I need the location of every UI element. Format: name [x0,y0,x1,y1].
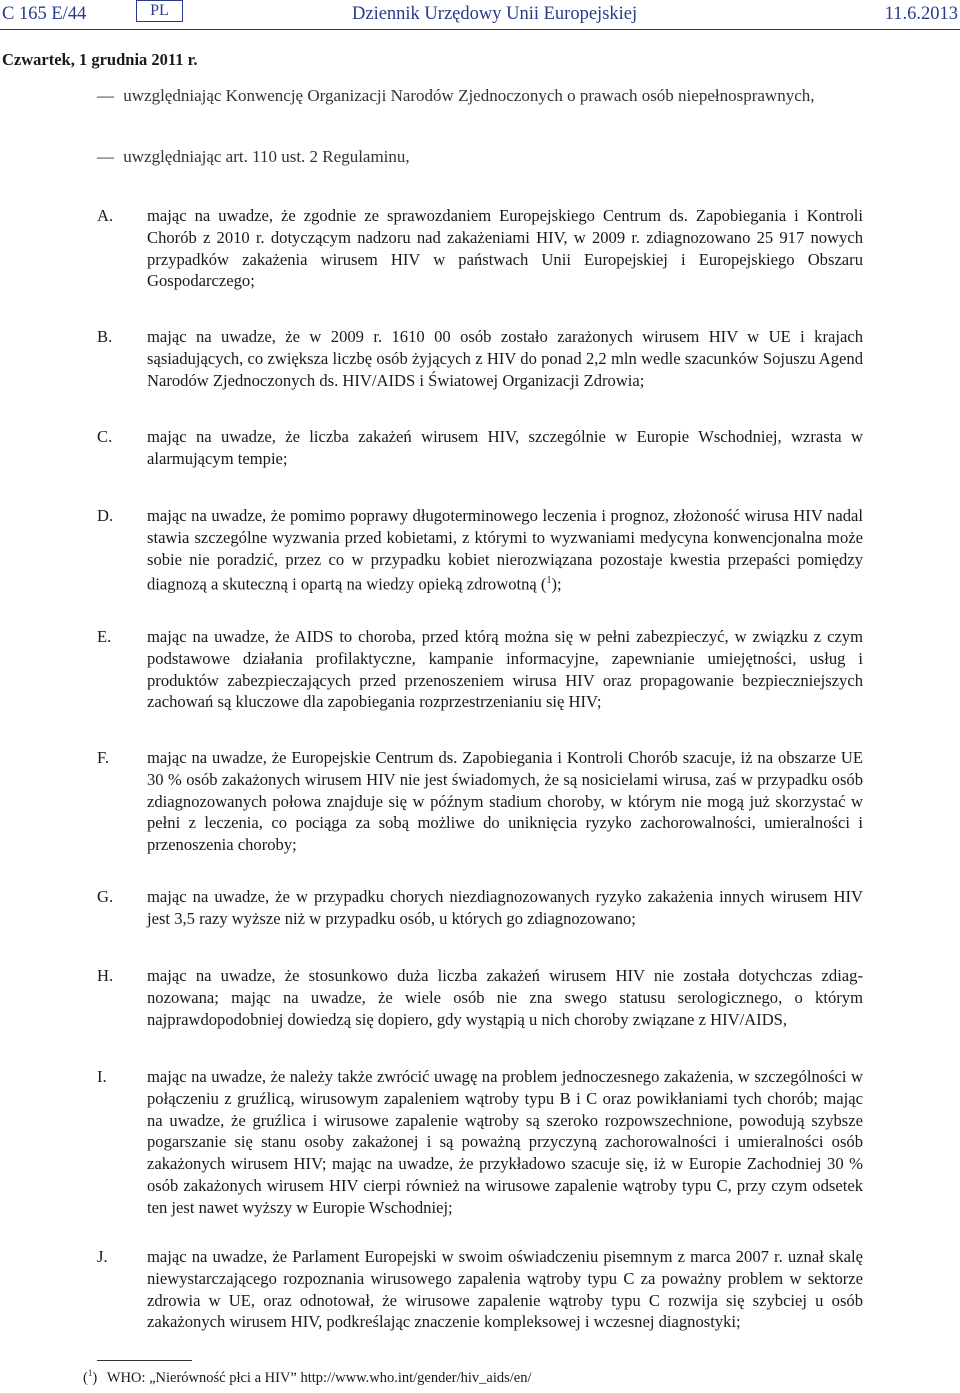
recital-text-body: mając na uwadze, że pomimo poprawy długoterminowego leczenia i prognoz, złożoność wirusa HIV nadal stawia szczególne wyzwania przed kobietami, z którymi to wyzwaniami medycyna konwencjonalna może sobie nie poradzić, przez co w przypadku kobiet nierozwiązana pozostaje kwestia przepaści pomiędzy diagnozą a skuteczną i opartą na wiedzy opieką zdrowotną ( [147,506,863,594]
recital-letter: G. [97,887,114,906]
footnote-divider [97,1360,192,1361]
citation-item [97,86,815,106]
recital-i [97,1066,863,1219]
recital-text: mając na uwadze, że zgodnie ze sprawozdaniem Europejskiego Centrum ds. Zapobiegania i Kontroli Chorób z 2010 r. dotyczącym nadzoru nad zakażeniami HIV, w 2009 r. zdiagnozowano 25 917 nowych przypadków zakażenia wirusem HIV w państwach Unii Europejskiej i Europejskiego Obszaru Gospodarczego; [147,206,863,291]
dash-marker: — [97,86,114,105]
footnote-marker [83,1370,97,1386]
footnote-text[interactable]: WHO: „Nierówność płci a HIV” http://www.who.int/gender/hiv_aids/en/ [106,1369,532,1386]
recital-a [97,205,863,292]
recital-c [97,426,863,470]
citation-text: uwzględniając Konwencję Organizacji Narodów Zjednoczonych o prawach osób niepełnosprawnych, [123,86,815,105]
recital-letter: C. [97,427,113,446]
recital-text: mając na uwadze, że w przypadku chorych niezdiagnozowanych ryzyko zakażenia innych wirusem HIV jest 3,5 razy wyższe niż w przypadku osób, u których go zdiagnozowano; [147,887,863,928]
recital-text: mając na uwadze, że liczba zakażeń wirusem HIV, szczególnie w Europie Wschodniej, wzrasta w alarmującym tempie; [147,427,863,468]
language-badge: PL [136,0,183,22]
recital-j [97,1246,863,1333]
recital-letter: E. [97,627,112,646]
recital-letter: D. [97,506,114,525]
recital-h [97,965,863,1030]
page-reference: C 165 E/44 [2,4,87,24]
citation-text: uwzględniając art. 110 ust. 2 Regulaminu, [123,147,410,166]
recital-letter: F. [97,748,110,767]
journal-title: Dziennik Urzędowy Unii Europejskiej [352,4,638,24]
sitting-date: Czwartek, 1 grudnia 2011 r. [2,50,198,69]
recital-text: mając na uwadze, że należy także zwrócić uwagę na problem jednoczesnego zakażenia, w szczególności w połączeniu z gruźlicą, wirusowym zapaleniem wątroby typu B i C oraz powikłaniami tych chorób; mając na uwadze, że gruźlica i wirusowe zapalenie wątroby są szeroko rozpowszechnione, powodują szybsze pogarszanie się stanu osoby zakażonej i są poważną przyczyną zachorowalności i umieralności osób zakażonych wirusem HIV; mając na uwadze, że przykładowo szacuje się, iż w Europie Zachodniej 30 % osób zakażonych wirusem HIV cierpi również na wirusowe zapalenie wątroby typu C, przy czym odsetek ten jest nawet wyższy w Europie Wschodniej; [147,1067,863,1217]
publication-date: 11.6.2013 [884,4,958,24]
recital-letter: I. [97,1067,107,1086]
recital-letter: A. [97,206,114,225]
recital-letter: H. [97,966,114,985]
recital-text-tail: ); [551,574,562,594]
header-divider [0,29,960,30]
footnote-reference[interactable]: 1 [546,575,552,587]
recital-letter: J. [97,1247,108,1266]
recital-b [97,326,863,391]
recital-text: mając na uwadze, że AIDS to choroba, przed którą można się w pełni zabezpieczyć, w związku z czym podstawowe działania profilaktyczne, kampanie informacyjne, zapewnianie umiejętności, usług i produktów zabezpieczających przed przenoszeniem wirusa HIV oraz propagowanie bezpieczniejszych zachowań są kluczowe dla zapobiegania rozprzestrzenianiu się HIV; [147,627,863,712]
recital-text [147,505,863,596]
footnote-marker-number: 1 [87,1368,93,1378]
footnote-marker-open: ( [83,1369,88,1386]
citation-item [97,147,410,167]
recital-letter: B. [97,327,113,346]
footnote [83,1368,532,1387]
dash-marker: — [97,147,114,166]
recital-f [97,747,863,856]
recital-text: mając na uwadze, że w 2009 r. 1610 00 osób zostało zarażonych wirusem HIV w UE i krajach sąsiadujących, co zwiększa liczbę osób żyjących z HIV do ponad 2,2 mln wedle szacunków Sojuszu Agend Narodów Zjednoczonych ds. HIV/AIDS i Światowej Organizacji Zdrowia; [147,327,863,390]
recital-text: mając na uwadze, że stosunkowo duża liczba zakażeń wirusem HIV nie została dotychczas zdiagnozowana; mając na uwadze, że wiele osób nie zna swego statusu serologicznego, o którym najprawdopodobniej dowiedzą się dopiero, gdy wystąpią u nich choroby związane z HIV/AIDS, [147,966,863,1029]
recital-text: mając na uwadze, że Parlament Europejski w swoim oświadczeniu pisemnym z marca 2007 r. uznał skalę niewystarczającego rozpoznania wirusowego zapalenia wątroby typu C za poważny problem w sektorze zdrowia w UE, oraz odnotował, że wirusowe zapalenie wątroby typu C rozwija się szybciej u osób zakażonych wirusem HIV, podkreślając znaczenie kompleksowej i wczesnej diagnostyki; [147,1247,863,1332]
page-header [0,0,960,30]
recital-g [97,886,863,930]
footnote-marker-close: ) [92,1369,98,1386]
recital-d [97,505,863,596]
recital-text: mając na uwadze, że Europejskie Centrum ds. Zapobiegania i Kontroli Chorób szacuje, iż na obszarze UE 30 % osób zakażonych wirusem HIV nie jest świadomych, że są nosicielami wirusa, zaś w przypadku osób zdiagnozowanych połowa znajduje się w późnym stadium choroby, w którym nie mogą już skorzystać w pełni z leczenia, co pociąga za sobą możliwe do uniknięcia ryzyko zachorowalności, umieralności i przenoszenia choroby; [147,748,863,855]
recital-e [97,626,863,713]
